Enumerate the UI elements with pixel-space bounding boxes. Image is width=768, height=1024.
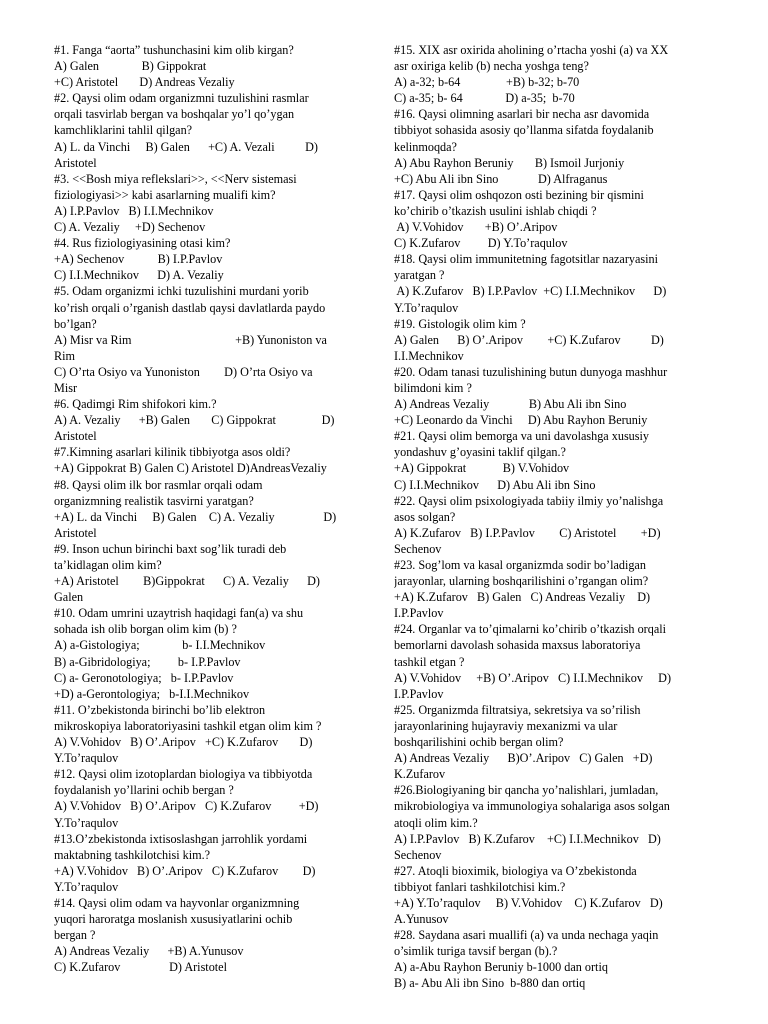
question-text: #22. Qaysi olim psixologiyada tabiiy ilmiy yo’nalishga (394, 493, 664, 508)
question-line: A) V.Vohidov +B) O’.Aripov (394, 220, 558, 235)
question-text: #16. Qaysi olimning asarlari bir necha asr davomida (394, 107, 650, 122)
question-line: A) Abu Rayhon Beruniy B) Ismoil Jurjoniy (394, 155, 625, 170)
question-line: A) Misr va Rim +B) Yunoniston va (54, 332, 327, 347)
question-text: #1. Fanga “aorta” tushunchasini kim olib kirgan? (54, 43, 294, 57)
question-line: A) Andreas Vezaliy +B) A.Yunusov (54, 944, 244, 959)
question-line: A) V.Vohidov B) O’.Aripov +C) K.Zufarov D) (54, 735, 313, 750)
question-block (54, 171, 374, 235)
question-text: #3. <<Bosh miya reflekslari>>, <<Nerv sistemasi (54, 171, 297, 186)
question-line: o’simlik turiga tavsif bergan (b).? (394, 944, 558, 959)
question-line: +A) V.Vohidov B) O’.Aripov C) K.Zufarov D) (54, 863, 316, 878)
question-line: Y.To’raqulov (54, 751, 119, 766)
question-block (54, 831, 374, 895)
question-block (54, 235, 374, 283)
question-text: #12. Qaysi olim izotoplardan biologiya va tibbiyotda (54, 767, 313, 782)
question-line: K.Zufarov (394, 767, 446, 782)
question-text: #10. Odam umrini uzaytrish haqidagi fan(a) va shu (54, 606, 304, 621)
question-line: +A) Sechenov B) I.P.Pavlov (54, 252, 223, 267)
question-block (394, 251, 750, 315)
question-line: C) K.Zufarov D) Y.To’raqulov (394, 236, 568, 251)
question-block (394, 428, 750, 492)
question-line: Aristotel (54, 155, 97, 170)
question-line: bergan ? (54, 928, 96, 943)
question-block (54, 90, 374, 170)
question-text: #9. Inson uchun birinchi baxt sog’lik turadi deb (54, 541, 287, 556)
question-line: Aristotel (54, 525, 97, 540)
question-line: tibbiyot fanlari tashkilotchisi kim.? (394, 879, 566, 894)
question-block (394, 557, 750, 621)
question-line: A) Galen B) O’.Aripov +C) K.Zufarov D) (394, 332, 664, 347)
question-line: yaratgan ? (394, 268, 445, 283)
question-line: boshqarilishini ochib bergan olim? (394, 735, 564, 750)
question-line: ta’kidlagan olim kim? (54, 558, 162, 572)
question-line: kelinmoqda? (394, 139, 457, 154)
question-line: C) O’rta Osiyo va Yunoniston D) O’rta Osiyo va (54, 364, 313, 379)
question-line: organizmning realistik tasvirni yaratgan? (54, 493, 254, 508)
question-line: A) K.Zufarov B) I.P.Pavlov C) Aristotel +D) (394, 525, 661, 540)
question-line: +A) L. da Vinchi B) Galen C) A. Vezaliy D) (54, 509, 337, 524)
question-line: A) Andreas Vezaliy B)O’.Aripov C) Galen +D) (394, 751, 653, 766)
question-line: mikroskopiya laboratoriyasini tashkil etgan olim kim ? (54, 718, 322, 733)
question-line: fiziologiyasi>> kabi asarlarning mualifi kim? (54, 187, 276, 202)
question-line: atoqli olim kim.? (394, 815, 478, 830)
question-line: Rim (54, 348, 75, 363)
question-line: yuqori haroratga moslanish xususiyatlarini ochib (54, 912, 293, 927)
question-line: A) K.Zufarov B) I.P.Pavlov +C) I.I.Mechnikov D) (394, 284, 667, 299)
left-column (54, 42, 374, 1024)
question-line: I.P.Pavlov (394, 606, 444, 621)
question-line: A.Yunusov (394, 912, 449, 927)
question-block (394, 621, 750, 701)
question-block (54, 895, 374, 975)
question-text: #24. Organlar va to’qimalarni ko’chirib o’tkazish orqali (394, 622, 666, 637)
question-text: #23. Sog’lom va kasal organizmda sodir bo’ladigan (394, 558, 646, 572)
question-line: A) L. da Vinchi B) Galen +C) A. Vezali D) (54, 139, 318, 154)
question-line: I.P.Pavlov (394, 686, 444, 701)
question-text: #18. Qaysi olim immunitetning fagotsitlar nazaryasini (394, 252, 659, 267)
question-line: C) K.Zufarov D) Aristotel (54, 960, 227, 975)
question-line: Sechenov (394, 847, 442, 862)
question-line: C) A. Vezaliy +D) Sechenov (54, 220, 206, 235)
question-text: #13.O’zbekistonda ixtisoslashgan jarrohlik yordami (54, 831, 308, 846)
question-line: A) V.Vohidov +B) O’.Aripov C) I.I.Mechnikov D) (394, 670, 672, 685)
question-line: A) a-Abu Rayhon Beruniy b-1000 dan ortiq (394, 960, 608, 975)
question-text: #28. Saydana asari muallifi (a) va unda nechaga yaqin (394, 928, 659, 943)
question-line: I.I.Mechnikov (394, 348, 464, 363)
question-line: A) a-32; b-64 +B) b-32; b-70 (394, 75, 580, 90)
question-block (394, 702, 750, 782)
question-text: #2. Qaysi olim odam organizmni tuzulishini rasmlar (54, 91, 309, 106)
question-block (394, 782, 750, 862)
question-block (394, 493, 750, 557)
question-line: tashkil etgan ? (394, 654, 465, 669)
question-line: A) Galen B) Gippokrat (54, 59, 207, 74)
question-block (394, 106, 750, 186)
question-line: jarayonlar, ularning boshqarilishini o’rgangan olim? (394, 574, 649, 589)
question-line: A) I.P.Pavlov B) K.Zufarov +C) I.I.Mechnikov D) (394, 831, 661, 846)
question-line: +A) Gippokrat B) Galen C) Aristotel D)AndreasVezaliy (54, 461, 327, 476)
question-block (394, 927, 750, 991)
question-text: #6. Qadimgi Rim shifokori kim.? (54, 397, 217, 412)
question-line: B) a- Abu Ali ibn Sino b-880 dan ortiq (394, 976, 586, 991)
question-line: Y.To’raqulov (54, 815, 119, 830)
question-text: #19. Gistologik olim kim ? (394, 316, 526, 331)
question-line: A) V.Vohidov B) O’.Aripov C) K.Zufarov +D) (54, 799, 319, 814)
question-block (394, 364, 750, 428)
question-block (394, 316, 750, 364)
question-text: #5. Odam organizmi ichki tuzulishini murdani yorib (54, 284, 309, 299)
question-block (54, 477, 374, 541)
question-text: #17. Qaysi olim oshqozon osti bezining bir qismini (394, 187, 644, 202)
question-line: Y.To’raqulov (394, 300, 459, 315)
question-block (54, 283, 374, 396)
question-line: ko’chirib o’tkazish usulini ishlab chiqdi ? (394, 203, 597, 218)
right-column (394, 42, 750, 1024)
question-line: A) I.P.Pavlov B) I.I.Mechnikov (54, 203, 214, 218)
question-block (394, 187, 750, 251)
question-block (54, 766, 374, 830)
question-text: #15. XIX asr oxirida aholining o’rtacha yoshi (a) va XX (394, 43, 669, 57)
question-text: #7.Kimning asarlari kilinik tibbiyotga asos oldi? (54, 445, 291, 460)
question-line: C) a-35; b- 64 D) a-35; b-70 (394, 91, 575, 106)
question-line: +A) Y.To’raqulov B) V.Vohidov C) K.Zufarov D) (394, 895, 663, 910)
question-line: sohada ish olib borgan olim kim (b) ? (54, 622, 237, 637)
question-block (54, 396, 374, 444)
question-line: Aristotel (54, 429, 97, 444)
question-line: C) I.I.Mechnikov D) A. Vezaliy (54, 268, 224, 283)
question-line: +C) Abu Ali ibn Sino D) Alfraganus (394, 171, 608, 186)
question-block (54, 605, 374, 702)
question-line: +C) Aristotel D) Andreas Vezaliy (54, 75, 235, 90)
question-line: foydalanish yo’llarini ochib bergan ? (54, 783, 234, 798)
question-text: #27. Atoqli bioximik, biologiya va O’zbekistonda (394, 863, 637, 878)
question-line: tibbiyot sohasida asosiy qo’llanma sifatda foydalanib (394, 123, 654, 138)
question-text: #14. Qaysi olim odam va hayvonlar organizmning (54, 895, 300, 910)
question-line: B) a-Gibridologiya; b- I.P.Pavlov (54, 654, 241, 669)
question-line: ko’rish orqali o’rganish dastlab qaysi davlatlarda paydo (54, 300, 326, 315)
question-line: +A) K.Zufarov B) Galen C) Andreas Vezaliy D) (394, 590, 651, 605)
question-line: bilimdoni kim ? (394, 380, 472, 395)
question-line: orqali tasvirlab bergan va boshqalar yo’l qo’ygan (54, 107, 295, 122)
question-line: maktabning tashkilotchisi kim.? (54, 847, 211, 862)
question-block (54, 42, 374, 90)
question-line: +A) Aristotel B)Gippokrat C) A. Vezaliy D) (54, 574, 320, 589)
question-line: +A) Gippokrat B) V.Vohidov (394, 461, 570, 476)
question-line: asos solgan? (394, 509, 456, 524)
question-line: mikrobiologiya va immunologiya sohalariga asos solgan (394, 799, 670, 814)
question-line: A) A. Vezaliy +B) Galen C) Gippokrat D) (54, 413, 335, 428)
question-line: Misr (54, 380, 78, 395)
question-line: C) I.I.Mechnikov D) Abu Ali ibn Sino (394, 477, 596, 492)
question-line: kamchliklarini tahlil qilgan? (54, 123, 193, 138)
question-text: #25. Organizmda filtratsiya, sekretsiya va so’rilish (394, 702, 641, 717)
question-line: yondashuv g’oyasini taklif qilgan.? (394, 445, 566, 460)
question-line: Galen (54, 590, 84, 605)
question-line: Y.To’raqulov (54, 879, 119, 894)
question-text: #20. Odam tanasi tuzulishining butun dunyoga mashhur (394, 364, 668, 379)
question-line: jarayonlarining hujayraviy mexanizmi va ular (394, 718, 618, 733)
question-block (394, 863, 750, 927)
question-line: +D) a-Gerontologiya; b-I.I.Mechnikov (54, 686, 250, 701)
question-line: C) a- Geronotologiya; b- I.P.Pavlov (54, 670, 234, 685)
question-text: #26.Biologiyaning bir qancha yo’nalishlari, jumladan, (394, 783, 659, 798)
question-text: #8. Qaysi olim ilk bor rasmlar orqali odam (54, 477, 263, 492)
question-line: A) Andreas Vezaliy B) Abu Ali ibn Sino (394, 397, 627, 412)
question-block (394, 42, 750, 106)
question-block (54, 444, 374, 476)
question-line: bemorlarni davolash sohasida maxsus laboratoriya (394, 638, 641, 653)
question-block (54, 702, 374, 766)
question-line: A) a-Gistologiya; b- I.I.Mechnikov (54, 638, 266, 653)
question-line: bo’lgan? (54, 316, 97, 331)
question-line: asr oxiriga kelib (b) necha yoshga teng? (394, 59, 589, 74)
question-line: Sechenov (394, 541, 442, 556)
question-line: +C) Leonardo da Vinchi D) Abu Rayhon Beruniy (394, 413, 648, 428)
question-text: #4. Rus fiziologiyasining otasi kim? (54, 236, 231, 251)
question-text: #21. Qaysi olim bemorga va uni davolashga xususiy (394, 429, 650, 444)
question-text: #11. O’zbekistonda birinchi bo’lib elektron (54, 702, 266, 717)
question-block (54, 541, 374, 605)
